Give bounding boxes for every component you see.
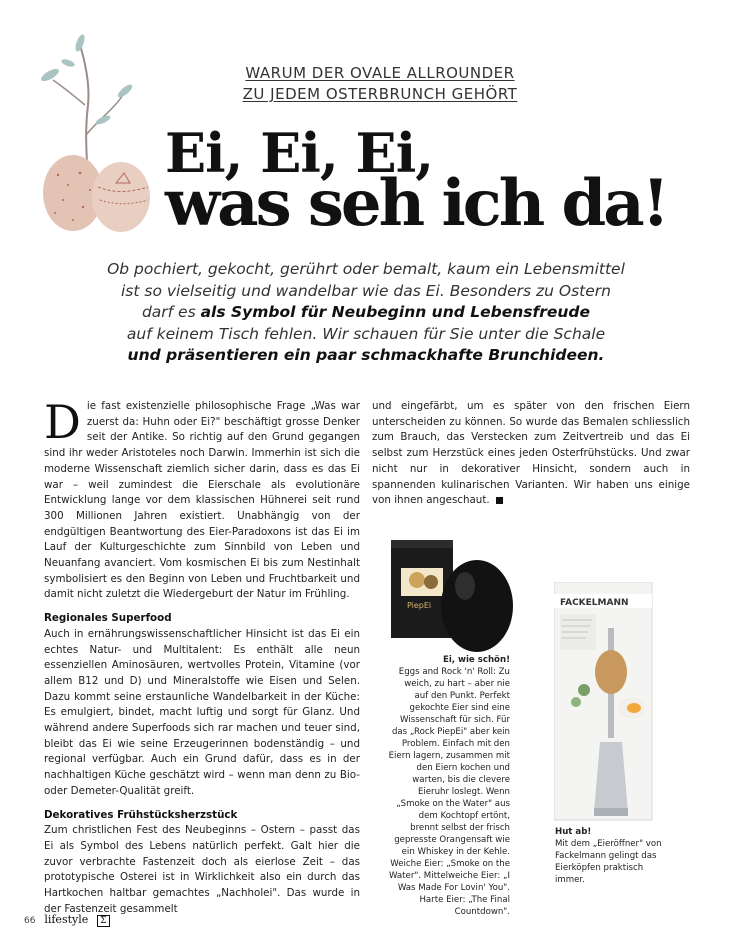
kicker-line-1: WARUM DER OVALE ALLROUNDER (245, 64, 515, 82)
product2-caption (555, 826, 675, 886)
article-column-left (44, 395, 360, 918)
piepei-box-label: PiepEi (407, 601, 432, 610)
title-line-1: Ei, Ei, Ei, (165, 121, 434, 185)
title-line-2: was seh ich da! (165, 166, 667, 241)
kicker-line-2: ZU JEDEM OSTERBRUNCH GEHÖRT (242, 85, 518, 103)
intro-line-1: Ob pochiert, gekocht, gerührt oder bemalt, kaum ein Lebensmittel (107, 260, 625, 278)
piepei-product-image (387, 528, 517, 658)
fackelmann-brand: FACKELMANN (560, 598, 629, 608)
fackelmann-egg-opener-image (554, 582, 654, 822)
article-paragraph-3: Zum christlichen Fest des Neubeginns – Ostern – passt das Ei als Symbol des Lebens natürlich perfekt. Galt hier die zuvor verbrachte Fastenzeit doch als eierlose Zeit – das prototypische Osterei ist in Wirklichkeit also ein durch das Hartkochen haltbar gemachtes „Nachholei". Das wurde in der Fastenzeit gesammelt (44, 824, 360, 915)
intro-line-4: auf keinem Tisch fehlen. Wir schauen für Sie unter die Schale (126, 324, 606, 343)
subhead-fruehstueck: Dekoratives Frühstücksherzstück (44, 808, 238, 821)
product1-caption (388, 654, 510, 918)
intro-line-5 (55, 345, 677, 367)
page-number: 66 (24, 916, 36, 926)
article-column-right (372, 399, 690, 509)
intro-line-3-pre: darf es (141, 303, 201, 321)
end-mark-icon (496, 497, 503, 504)
intro-line-3 (55, 302, 677, 324)
intro-line-3-bold: als Symbol für Neubeginn und Lebensfreude (200, 303, 591, 321)
intro-text (55, 259, 677, 367)
easter-eggs-illustration (28, 25, 168, 240)
dropcap: D (44, 395, 81, 449)
subhead-superfood: Regionales Superfood (44, 612, 172, 625)
magazine-logo-icon: Σ (97, 915, 109, 927)
product1-caption-text: Eggs and Rock 'n' Roll: Zu weich, zu hart – aber nie auf den Punkt. Perfekt gekochte Eier sind eine Wissenschaft für sich. Für das „Rock PiepEi" aber kein Problem. Einfach mit den Eiern lagern, zusammen mit den Eiern kochen und warten, bis die clevere Eieruhr loslegt. Wenn „Smoke on the Water" aus dem Kochtopf ertönt, brennt selbst der frisch gepresste Orangensaft wie ein Whiskey in der Kehle. Weiche Eier: „Smoke on the Water". Mittelweiche Eier: „I Was Made For Lovin' You". Harte Eier: „The Final Countdown". (388, 667, 510, 917)
magazine-name: lifestyle (44, 913, 89, 926)
article-paragraph-4: und eingefärbt, um es später von den frischen Eiern unterscheiden zu können. So wurde das Bemalen schliesslich zum Brauch, das Verstecken zum Zeitvertreib und das Ei selbst zum Herzstück eines jeden Osterfrühstücks. Und zwar nicht nur in dekorativer Hinsicht, sondern auch in spannenden kulinarischen Varianten. Wir haben uns einige von ihnen angeschaut. (372, 400, 690, 507)
article-paragraph-1: ie fast existenzielle philosophische Frage „Was war zuerst da: Huhn oder Ei?" beschäftigt grosse Denker seit der Antike. So richtig auf den Grund gegangen sind ihr weder Aristoteles noch Darwin. Immerhin ist sich die moderne Wissenschaft ziemlich sicher darin, dass es das Ei war – weil zumindest die Eierschale als evolutionäre Entwicklung lange vor dem klassischen Hühnerei seit rund 300 Millionen Jahren existiert. Unabhängig von der endgültigen Beantwortung des Eier-Paradoxons ist das Ei im Lauf der Kulturgeschichte zum Sinnbild von Leben und Neuanfang avanciert. Vom kosmischen Ei bis zum Nestinhalt symbolisiert es den Beginn von Leben und Fruchtbarkeit und damit nicht zuletzt die Wiedergeburt der Natur im Frühling. (44, 400, 360, 601)
product1-caption-title: Ei, wie schön! (442, 655, 510, 665)
product2-caption-title: Hut ab! (555, 827, 592, 837)
article-paragraph-2: Auch in ernährungswissenschaftlicher Hinsicht ist das Ei ein echtes Natur- und Multitalent: Es enthält alle neun essenziellen Aminosäuren, wertvolles Protein, Vitamine (vor allem B12 und D) und Mineralstoffe wie Eisen und Selen. Dazu kommt seine erstaunliche Wandelbarkeit in der Küche: Es emulgiert, bindet, macht luftig und sorgt für Glanz. Und während andere Superfoods sich rar machen und teuer sind, bleibt das Ei wie seine Erzeugerinnen bodenständig – und regional verfügbar. Auch ein Grund dafür, dass es in der nachhaltigen Küche geschätzt wird – wenn man denn zu Bio- oder Demeter-Qualität greift. (44, 627, 360, 797)
product2-caption-text: Mit dem „Eieröffner" von Fackelmann gelingt das Eierköpfen praktisch immer. (555, 839, 662, 885)
intro-line-5-bold: und präsentieren ein paar schmackhafte Brunchideen. (127, 346, 605, 364)
page-footer (24, 913, 110, 926)
intro-line-2: ist so vielseitig und wandelbar wie das Ei. Besonders zu Ostern (120, 281, 611, 300)
